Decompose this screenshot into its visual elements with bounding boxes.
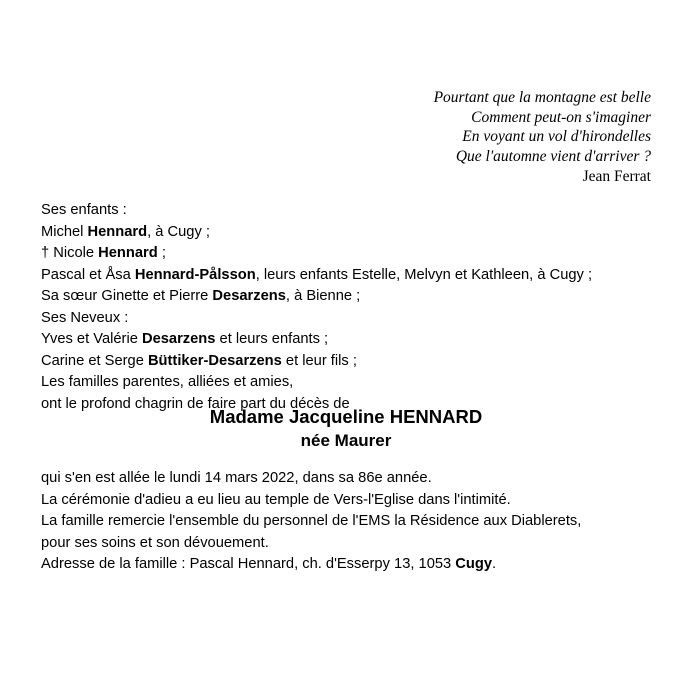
closing-line-1: qui s'en est allée le lundi 14 mars 2022, dans sa 86e année. xyxy=(41,470,432,486)
member-suffix: , à Bienne ; xyxy=(285,288,361,304)
closing-paragraph xyxy=(41,468,581,576)
deceased-maiden-name: née Maurer xyxy=(300,431,392,450)
address-town: Cugy xyxy=(455,556,492,572)
family-list xyxy=(41,200,592,415)
member-suffix: , leurs enfants Estelle, Melvyn et Kathleen, à Cugy ; xyxy=(255,266,593,283)
poem-line-1: Pourtant que la montagne est belle xyxy=(433,89,651,106)
announcement-line: ont le profond chagrin de faire part du décès de xyxy=(41,395,350,412)
family-member-row xyxy=(41,286,592,308)
deceased-name-block xyxy=(0,405,692,453)
family-member-row xyxy=(41,222,592,244)
poem-line-3: En voyant un vol d'hirondelles xyxy=(462,128,651,145)
member-surname: Hennard xyxy=(98,245,158,261)
poem-line-2: Comment peut-on s'imaginer xyxy=(471,108,651,126)
relatives-line: Les familles parentes, alliées et amies, xyxy=(41,374,294,390)
address-prefix: Adresse de la famille : Pascal Hennard, ch. d'Esserpy 13, 1053 xyxy=(41,556,456,572)
member-prefix: Carine et Serge xyxy=(41,352,148,369)
member-suffix: et leur fils ; xyxy=(281,352,357,369)
deceased-full-name: Madame Jacqueline HENNARD xyxy=(209,406,483,427)
member-prefix: Pascal et Åsa xyxy=(41,266,135,283)
poem-block xyxy=(434,88,651,187)
member-suffix: et leurs enfants ; xyxy=(215,331,329,347)
closing-line-2: La cérémonie d'adieu a eu lieu au temple de Vers-l'Eglise dans l'intimité. xyxy=(41,491,511,508)
member-suffix: , à Cugy ; xyxy=(147,223,210,240)
family-address xyxy=(41,554,581,576)
family-member-row xyxy=(41,351,592,373)
nephews-heading: Ses Neveux : xyxy=(41,309,129,326)
family-member-row xyxy=(41,329,592,351)
member-surname: Büttiker-Desarzens xyxy=(147,352,282,369)
family-member-row xyxy=(41,243,592,265)
closing-line-3: La famille remercie l'ensemble du personnel de l'EMS la Résidence aux Diablerets, xyxy=(41,513,582,529)
member-surname: Desarzens xyxy=(141,331,216,347)
poem-line-4: Que l'automne vient d'arriver ? xyxy=(455,147,651,165)
member-prefix: Sa sœur Ginette et Pierre xyxy=(41,288,213,304)
closing-line-4: pour ses soins et son dévouement. xyxy=(41,534,269,551)
member-prefix: Yves et Valérie xyxy=(41,331,142,347)
member-surname: Hennard xyxy=(87,223,148,240)
address-suffix: . xyxy=(492,556,497,572)
member-suffix: ; xyxy=(157,245,166,261)
poem-author: Jean Ferrat xyxy=(582,168,651,185)
member-prefix: Michel xyxy=(41,223,88,240)
member-prefix: † Nicole xyxy=(41,245,99,261)
member-surname: Hennard-Pålsson xyxy=(134,266,256,283)
children-heading: Ses enfants : xyxy=(41,202,127,218)
family-member-row xyxy=(41,265,592,287)
member-surname: Desarzens xyxy=(212,288,286,304)
